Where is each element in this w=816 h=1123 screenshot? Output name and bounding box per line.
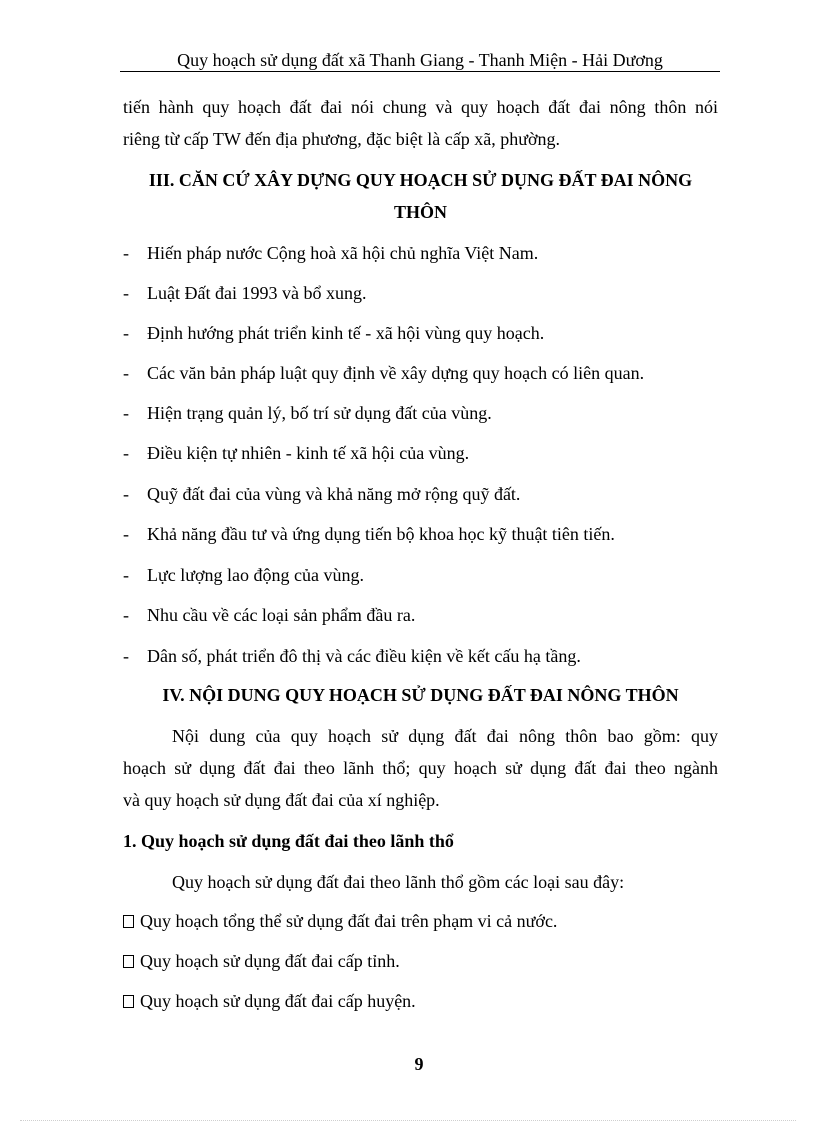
list-item-text: Lực lượng lao động của vùng. [147,565,364,585]
dash-bullet: - [123,484,129,504]
list-item [123,483,520,505]
list-item [123,950,400,972]
dash-bullet: - [123,243,129,263]
list-item [123,910,557,932]
empty-box-bullet-icon [123,915,134,928]
page-edge-dotted-line [20,1120,796,1121]
list-item [123,402,492,424]
section-4-paragraph-line-3: và quy hoạch sử dụng đất đai của xí nghiệp. [123,790,440,810]
list-item-text: Các văn bản pháp luật quy định về xây dựng quy hoạch có liên quan. [147,363,645,383]
list-item [123,523,615,545]
dash-bullet: - [123,646,129,666]
subsection-1-intro: Quy hoạch sử dụng đất đai theo lãnh thổ gồm các loại sau đây: [172,872,625,892]
empty-box-bullet-icon [123,995,134,1008]
dash-bullet: - [123,323,129,343]
section-4-paragraph-line-1: Nội dung của quy hoạch sử dụng đất đai nông thôn bao gồm: quy [172,726,718,746]
list-item-text: Định hướng phát triển kinh tế - xã hội vùng quy hoạch. [147,323,545,343]
dash-bullet: - [123,363,129,383]
dash-bullet: - [123,524,129,544]
list-item-text: Quỹ đất đai của vùng và khả năng mở rộng quỹ đất. [147,484,521,504]
list-item-text: Hiện trạng quản lý, bố trí sử dụng đất của vùng. [147,403,492,423]
list-item-text: Quy hoạch tổng thể sử dụng đất đai trên phạm vi cả nước. [140,911,558,931]
list-item [123,362,644,384]
section-4-title: IV. NỘI DUNG QUY HOẠCH SỬ DỤNG ĐẤT ĐAI NÔNG THÔN [162,685,679,705]
header-rule [120,71,720,72]
empty-box-bullet-icon [123,955,134,968]
list-item-text: Nhu cầu về các loại sản phẩm đầu ra. [147,605,416,625]
list-item [123,322,544,344]
list-item [123,242,538,264]
intro-line-1: tiến hành quy hoạch đất đai nói chung và quy hoạch đất đai nông thôn nói [123,97,718,117]
list-item-text: Luật Đất đai 1993 và bổ xung. [147,283,367,303]
page-number: 9 [414,1054,424,1074]
dash-bullet: - [123,403,129,423]
list-item [123,282,366,304]
list-item-text: Dân số, phát triển đô thị và các điều kiện về kết cấu hạ tầng. [147,646,581,666]
page-header-title: Quy hoạch sử dụng đất xã Thanh Giang - Thanh Miện - Hải Dương [177,50,663,70]
section-3-title-line-2: THÔN [393,202,447,222]
list-item [123,442,469,464]
intro-line-2: riêng từ cấp TW đến địa phương, đặc biệt là cấp xã, phường. [123,129,561,149]
list-item [123,564,364,586]
dash-bullet: - [123,443,129,463]
list-item-text: Điều kiện tự nhiên - kinh tế xã hội của vùng. [147,443,470,463]
list-item-text: Hiến pháp nước Cộng hoà xã hội chủ nghĩa Việt Nam. [147,243,539,263]
list-item-text: Quy hoạch sử dụng đất đai cấp huyện. [140,991,416,1011]
dash-bullet: - [123,605,129,625]
list-item [123,645,581,667]
section-3-title-line-1: III. CĂN CỨ XÂY DỰNG QUY HOẠCH SỬ DỤNG ĐẤT ĐAI NÔNG [148,170,693,190]
dash-bullet: - [123,283,129,303]
list-item [123,604,415,626]
list-item-text: Quy hoạch sử dụng đất đai cấp tỉnh. [140,951,400,971]
list-item [123,990,416,1012]
section-4-paragraph-line-2: hoạch sử dụng đất đai theo lãnh thổ; quy hoạch sử dụng đất đai theo ngành [123,758,718,778]
list-item-text: Khả năng đầu tư và ứng dụng tiến bộ khoa học kỹ thuật tiên tiến. [147,524,615,544]
subsection-1-title: 1. Quy hoạch sử dụng đất đai theo lãnh thổ [123,831,454,851]
dash-bullet: - [123,565,129,585]
